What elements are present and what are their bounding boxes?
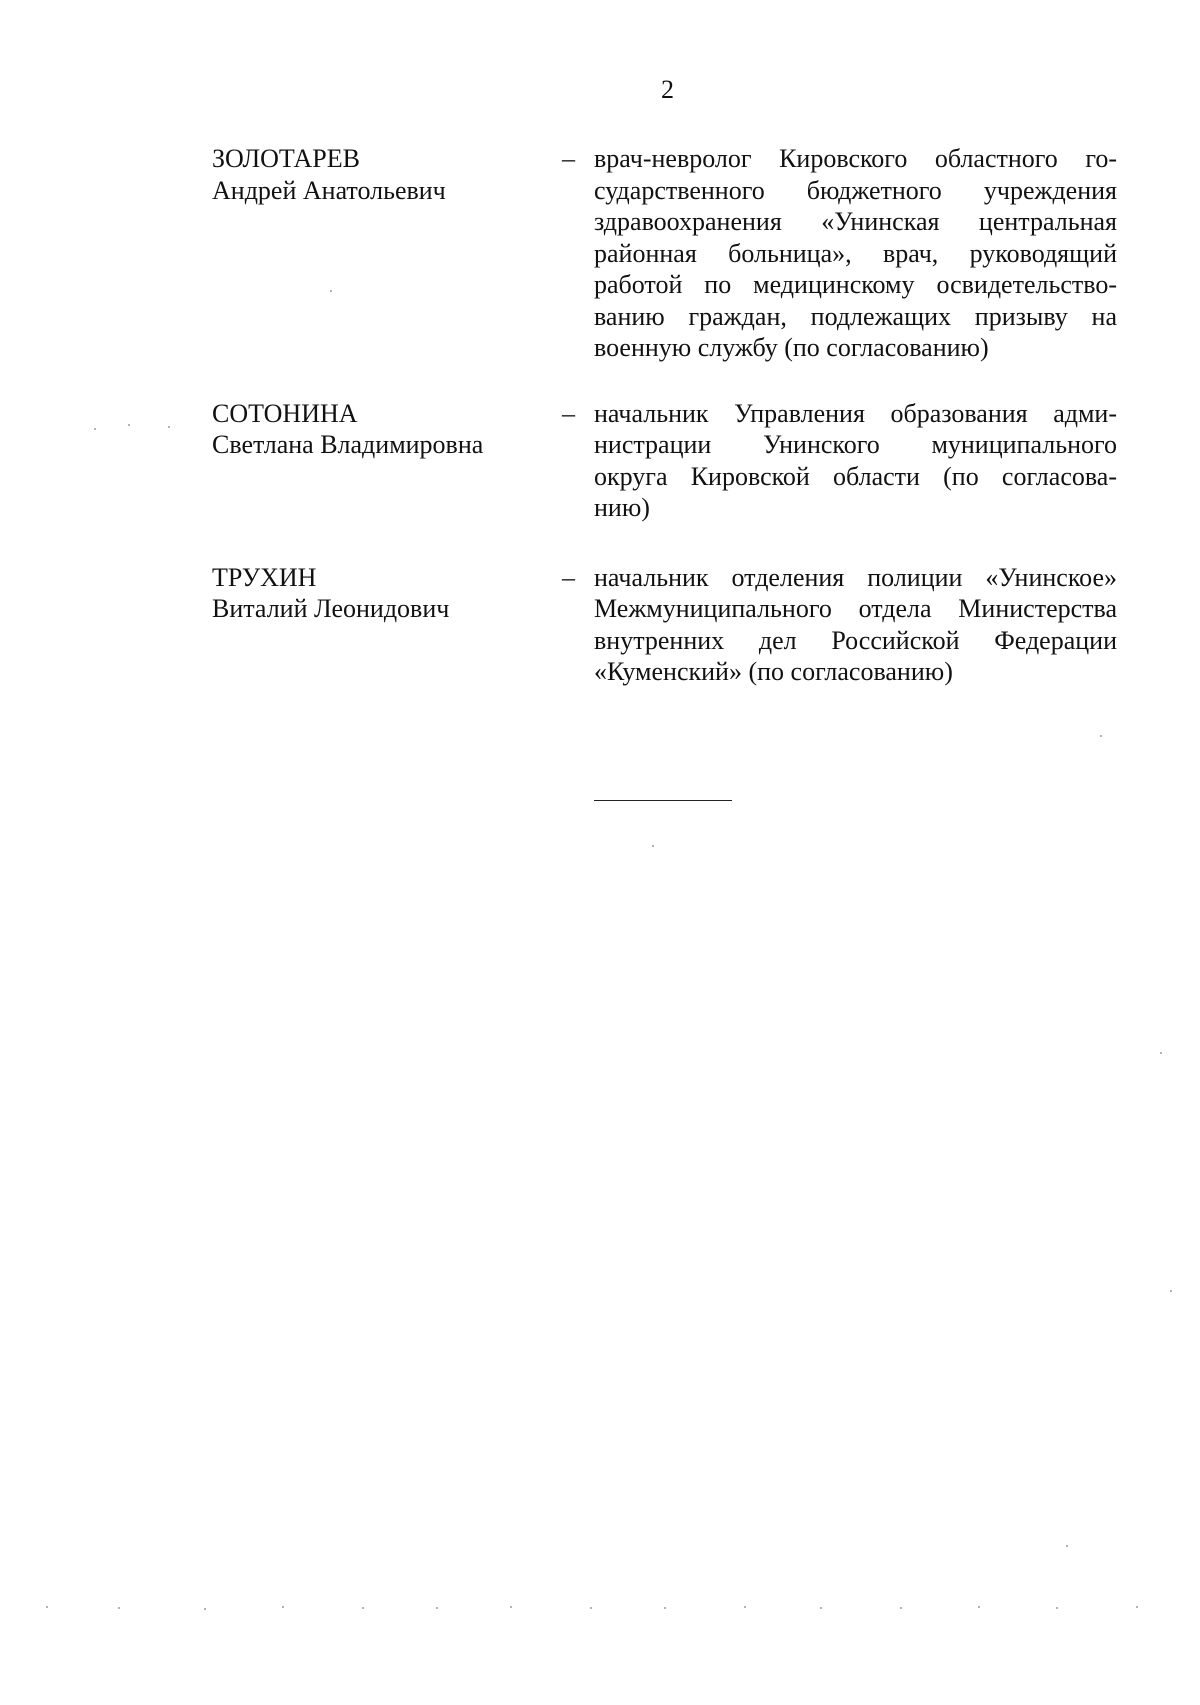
member-surname: ЗОЛОТАРЕВ	[212, 144, 360, 173]
scan-speck	[590, 1607, 592, 1609]
scan-speck	[1170, 1290, 1172, 1292]
scan-speck	[204, 1608, 206, 1610]
scan-speck	[128, 424, 130, 426]
description-line: работой по медицинскому освидетельство-	[594, 270, 1117, 299]
entry-dash: –	[562, 398, 575, 428]
description-line: «Куменский» (по согласованию)	[594, 657, 953, 686]
entry-dash: –	[562, 562, 575, 592]
member-given-names: Виталий Леонидович	[212, 594, 450, 623]
scan-speck	[978, 1606, 980, 1608]
description-line: начальник отделения полиции «Унинское»	[594, 562, 1117, 592]
member-given-names: Светлана Владимировна	[212, 430, 484, 459]
member-description	[594, 398, 1117, 524]
member-entry	[212, 562, 1117, 688]
member-entry	[212, 143, 1117, 364]
scan-speck	[46, 1606, 48, 1608]
scan-speck	[820, 1607, 822, 1609]
member-name	[212, 143, 560, 364]
member-description	[594, 562, 1117, 688]
scan-speck	[1136, 1606, 1138, 1608]
description-line: сударственного бюджетного учреждения	[594, 175, 1117, 205]
scan-speck	[664, 1607, 666, 1609]
description-line: внутренних дел Российской Федерации	[594, 625, 1117, 655]
scan-speck	[94, 428, 96, 430]
scan-speck	[1100, 735, 1102, 737]
description-line: нистрации Унинского муниципального	[594, 430, 1117, 459]
description-line: врач-невролог Кировского областного го-	[594, 144, 1117, 173]
scan-speck	[652, 845, 654, 847]
scan-speck	[1066, 1545, 1068, 1547]
scan-speck	[362, 1607, 364, 1609]
entry-dash: –	[562, 144, 575, 173]
member-surname: ТРУХИН	[212, 562, 317, 592]
description-line: здравоохранения «Унинская центральная	[594, 207, 1117, 236]
member-description	[594, 143, 1117, 364]
scan-speck	[744, 1606, 746, 1608]
scan-speck	[330, 290, 332, 292]
description-line: ванию граждан, подлежащих призыву на	[594, 301, 1117, 331]
scan-speck	[510, 1606, 512, 1608]
member-given-names: Андрей Анатольевич	[212, 175, 446, 205]
page-number: 2	[661, 75, 674, 104]
scan-speck	[1160, 1052, 1162, 1054]
member-name	[212, 562, 560, 688]
member-entry	[212, 398, 1117, 524]
scan-speck	[118, 1607, 120, 1609]
description-line: нию)	[594, 493, 650, 522]
description-line: военную службу (по согласованию)	[594, 333, 989, 362]
description-line: Межмуниципального отдела Министерства	[594, 594, 1117, 623]
description-line: районная больница», врач, руководящий	[594, 238, 1117, 268]
scan-speck	[282, 1606, 284, 1608]
member-surname: СОТОНИНА	[212, 398, 358, 428]
description-line: округа Кировской области (по согласова-	[594, 461, 1117, 491]
member-list	[212, 143, 1117, 722]
end-of-list-rule	[594, 800, 732, 801]
member-name	[212, 398, 560, 524]
scan-speck	[168, 426, 170, 428]
scan-speck	[436, 1607, 438, 1609]
description-line: начальник Управления образования адми-	[594, 398, 1117, 428]
scan-speck	[1056, 1607, 1058, 1609]
scan-speck	[900, 1607, 902, 1609]
